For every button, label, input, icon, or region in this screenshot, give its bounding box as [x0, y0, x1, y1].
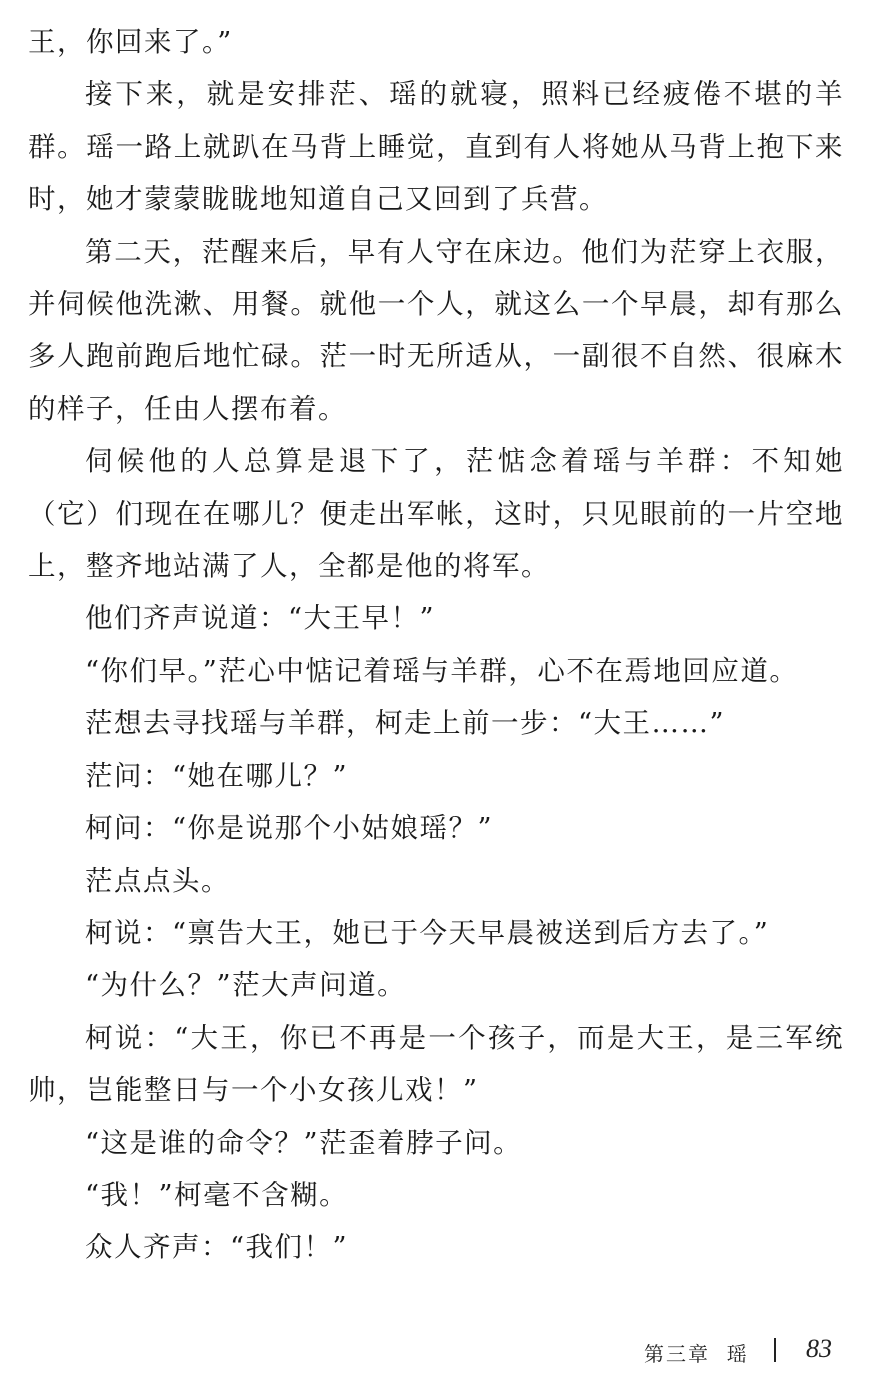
- paragraph: “你们早。”茫心中惦记着瑶与羊群，心不在焉地回应道。: [85, 654, 799, 687]
- paragraph: 茫问：“她在哪儿？”: [85, 759, 349, 792]
- paragraph: 他们齐声说道：“大王早！”: [85, 602, 436, 635]
- paragraph: 众人齐声：“我们！”: [85, 1231, 349, 1264]
- paragraph: 茫想去寻找瑶与羊群，柯走上前一步：“大王……”: [85, 707, 726, 740]
- paragraph: 接下来，就是安排茫、瑶的就寝，照料已经疲倦不堪的羊群。瑶一路上就趴在马背上睡觉，直到有人将她从马背上抱下来时，她才蒙蒙眬眬地知道自己又回到了兵营。: [28, 78, 844, 216]
- page-body: [28, 16, 844, 1274]
- paragraph: “我！”柯毫不含糊。: [85, 1178, 349, 1211]
- footer-divider: [774, 1338, 776, 1362]
- chapter-title: 第三章 瑶: [644, 1342, 749, 1366]
- paragraph: 第二天，茫醒来后，早有人守在床边。他们为茫穿上衣服，并伺候他洗漱、用餐。就他一个人，就这么一个早晨，却有那么多人跑前跑后地忙碌。茫一时无所适从，一副很不自然、很麻木的样子，任由人摆布着。: [28, 235, 844, 425]
- paragraph: 茫点点头。: [85, 864, 230, 897]
- paragraph: “为什么？”茫大声问道。: [85, 969, 407, 1002]
- page-footer: [0, 1334, 872, 1366]
- paragraph: 王，你回来了。”: [28, 26, 233, 58]
- paragraph: 柯说：“大王，你已不再是一个孩子，而是大王，是三军统帅，岂能整日与一个小女孩儿戏！”: [28, 1021, 844, 1107]
- paragraph: “这是谁的命令？”茫歪着脖子问。: [85, 1126, 523, 1159]
- paragraph: 柯说：“禀告大王，她已于今天早晨被送到后方去了。”: [85, 916, 770, 949]
- paragraph: 伺候他的人总算是退下了，茫惦念着瑶与羊群：不知她（它）们现在在哪儿？便走出军帐，这时，只见眼前的一片空地上，整齐地站满了人，全都是他的将军。: [28, 445, 844, 583]
- paragraph: 柯问：“你是说那个小姑娘瑶？”: [85, 812, 494, 845]
- page-number: 83: [806, 1334, 832, 1363]
